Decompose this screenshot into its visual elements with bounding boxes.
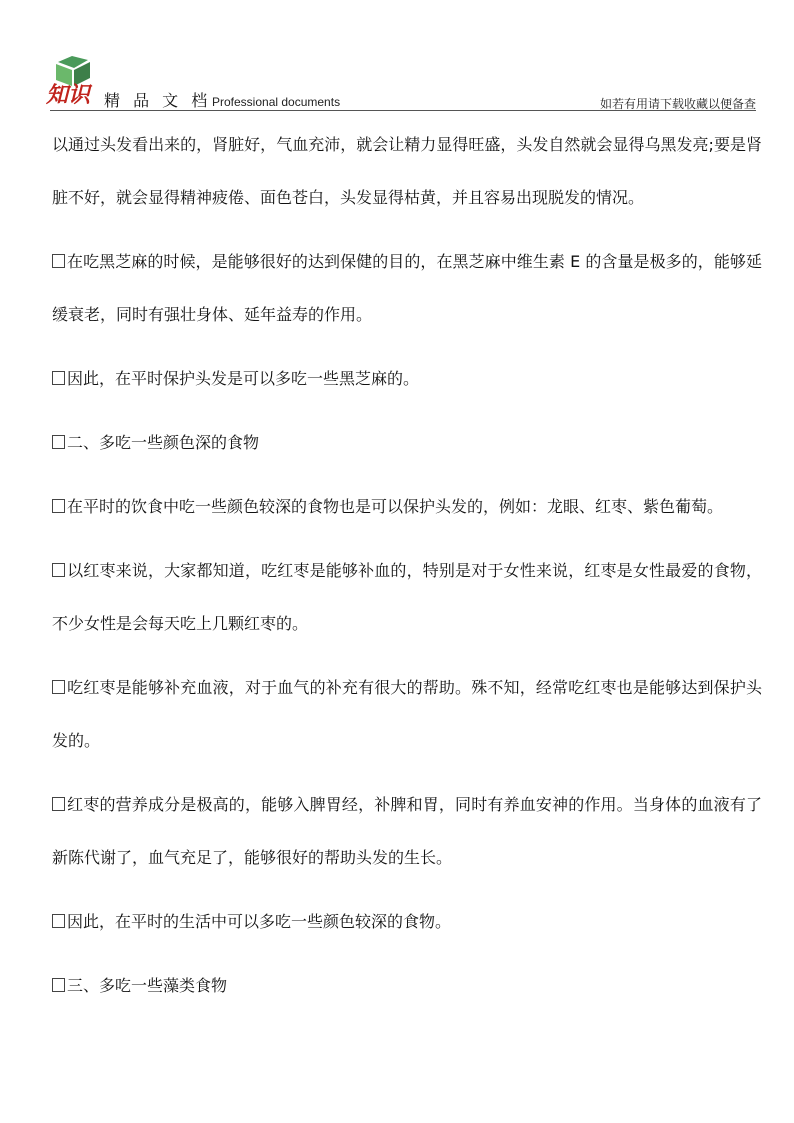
svg-text:知识: 知识 — [46, 82, 91, 108]
bullet-box-icon — [52, 978, 65, 992]
header-title: 精 品 文 档 — [104, 91, 212, 110]
bullet-box-icon — [52, 797, 65, 811]
section-heading — [52, 959, 762, 1012]
paragraph-text: 三、多吃一些藻类食物 — [67, 976, 228, 995]
paragraph — [52, 118, 762, 224]
paragraph — [52, 778, 762, 884]
paragraph-text: 在吃黑芝麻的时候，是能够很好的达到保健的目的，在黑芝麻中维生素 E 的含量是极多的，能够延缓衰老，同时有强壮身体、延年益寿的作用。 — [52, 252, 762, 324]
bullet-box-icon — [52, 499, 65, 513]
bullet-box-icon — [52, 371, 65, 385]
book-logo-icon — [44, 52, 100, 108]
paragraph-text: 以通过头发看出来的，肾脏好，气血充沛，就会让精力显得旺盛，头发自然就会显得乌黑发亮;要是肾脏不好，就会显得精神疲倦、面色苍白，头发显得枯黄，并且容易出现脱发的情况。 — [52, 135, 762, 207]
page-header — [0, 0, 794, 112]
bullet-box-icon — [52, 254, 65, 268]
paragraph-text: 红枣的营养成分是极高的，能够入脾胃经，补脾和胃，同时有养血安神的作用。当身体的血液有了新陈代谢了，血气充足了，能够很好的帮助头发的生长。 — [52, 795, 762, 867]
paragraph — [52, 480, 762, 533]
document-body — [52, 118, 762, 1023]
paragraph-text: 二、多吃一些颜色深的食物 — [67, 433, 260, 452]
paragraph — [52, 544, 762, 650]
paragraph-text: 因此，在平时的生活中可以多吃一些颜色较深的食物。 — [67, 912, 452, 931]
bullet-box-icon — [52, 563, 65, 577]
paragraph — [52, 235, 762, 341]
header-right-note: 如若有用请下载收藏以便备查 — [599, 97, 756, 111]
paragraph-text: 以红枣来说，大家都知道，吃红枣是能够补血的，特别是对于女性来说，红枣是女性最爱的食物，不少女性是会每天吃上几颗红枣的。 — [52, 561, 762, 633]
paragraph-text: 因此，在平时保护头发是可以多吃一些黑芝麻的。 — [67, 369, 420, 388]
paragraph — [52, 352, 762, 405]
bullet-box-icon — [52, 435, 65, 449]
header-divider — [50, 110, 756, 111]
bullet-box-icon — [52, 914, 65, 928]
paragraph — [52, 895, 762, 948]
header-subtitle: Professional documents — [212, 95, 341, 109]
paragraph — [52, 661, 762, 767]
section-heading — [52, 416, 762, 469]
bullet-box-icon — [52, 680, 65, 694]
paragraph-text: 吃红枣是能够补充血液，对于血气的补充有很大的帮助。殊不知，经常吃红枣也是能够达到保护头发的。 — [52, 678, 762, 750]
paragraph-text: 在平时的饮食中吃一些颜色较深的食物也是可以保护头发的，例如：龙眼、红枣、紫色葡萄。 — [67, 497, 724, 516]
